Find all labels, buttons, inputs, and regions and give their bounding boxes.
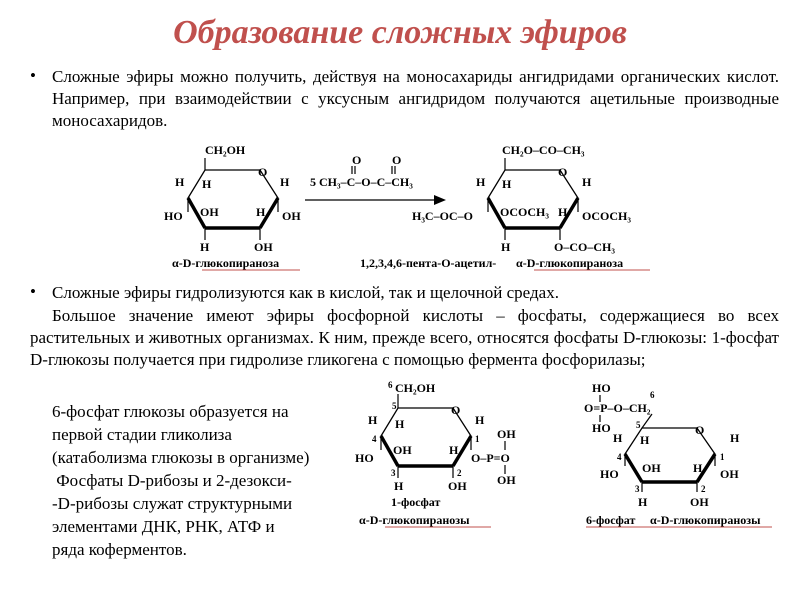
glycolysis-line: Фосфаты D-рибозы и 2-дезокси- <box>52 471 292 490</box>
glycolysis-line: (катаболизма глюкозы в организме) <box>52 448 310 467</box>
paragraph-glycolysis <box>52 400 348 561</box>
h-b: H <box>640 433 650 447</box>
paragraph-hydrolysis: Сложные эфиры гидролизуются как в кислой, так и щелочной средах. <box>52 283 559 302</box>
h-d: H <box>449 443 459 457</box>
oh-bottom: OH <box>690 495 709 509</box>
h-b: H <box>395 417 405 431</box>
glycolysis-line: первой стадии гликолиза <box>52 425 232 444</box>
caption-6-phosphate: 6-фосфат <box>586 513 636 527</box>
paragraph-acetylation: Сложные эфиры можно получить, действуя на моносахариды ангидридами органических кислот. Например, при взаимодействии с уксусным ангидридом получаются ацетильные производные моносахаридов. <box>52 67 779 130</box>
ring-o: O <box>695 423 705 437</box>
caption-1-phosphate: 1-фосфат <box>391 495 441 509</box>
left-h4: H <box>256 205 266 219</box>
phos-oh-bottom: OH <box>497 473 516 487</box>
left-oh3: OH <box>254 240 273 254</box>
glycolysis-line: ряда коферментов. <box>52 540 187 559</box>
right-top: CH₂O–CO–CH₃ <box>502 143 585 157</box>
glucose-6-phosphate-scheme <box>580 378 795 538</box>
left-ch2oh: CH₂OH <box>205 143 246 157</box>
right-h4: H <box>558 205 568 219</box>
oh-right: OH <box>720 467 739 481</box>
n2: 2 <box>701 484 706 494</box>
right-ring-o: O <box>558 165 568 179</box>
right-left-ester: H₃C–OC–O <box>412 209 473 223</box>
page-title: Образование сложных эфиров <box>173 14 627 51</box>
top-ch2oh: CH₂OH <box>395 381 436 395</box>
left-h3: H <box>280 175 290 189</box>
right-h1: H <box>476 175 486 189</box>
ho-top: HO <box>592 381 611 395</box>
h-a: H <box>368 413 378 427</box>
glycolysis-line: элементами ДНК, РНК, АТФ и <box>52 517 275 536</box>
reagent-o2: O <box>392 153 402 167</box>
reagent-formula: 5 CH₃–C–O–C–CH₃ <box>310 175 413 189</box>
left-h1: H <box>175 175 185 189</box>
h-c: H <box>730 431 740 445</box>
n5: 5 <box>636 420 641 430</box>
glycolysis-line: -D-рибозы служат структурными <box>52 494 293 513</box>
right-acetyl-ring <box>412 143 631 254</box>
oh-ring: OH <box>642 461 661 475</box>
right-h3: H <box>582 175 592 189</box>
n3: 3 <box>635 484 640 494</box>
left-h5: H <box>200 240 210 254</box>
right-bottom: O–CO–CH₃ <box>554 240 615 254</box>
h-e: H <box>394 479 404 493</box>
glycolysis-line: 6-фосфат глюкозы образуется на <box>52 402 289 421</box>
n5: 5 <box>392 401 397 411</box>
acetylation-scheme <box>150 140 670 275</box>
left-ho: HO <box>164 209 183 223</box>
n4: 4 <box>617 452 622 462</box>
n4: 4 <box>372 434 377 444</box>
left-oh1: OH <box>200 205 219 219</box>
paragraph-phosphates: Большое значение имеют эфиры фосфорной кислоты – фосфаты, содержащиеся во всех растительных и животных организмах. К ним, прежде всего, относятся фосфаты D-глюкозы: 1-фосфат D-глюкозы получается при гидролизе гликогена с помощью фермента фосфорилазы; <box>30 306 779 369</box>
right-caption-a: 1,2,3,4,6-пента-О-ацетил- <box>360 256 497 270</box>
oh-ring: OH <box>393 443 412 457</box>
bullet-1: • <box>30 66 36 85</box>
n3: 3 <box>391 468 396 478</box>
n1: 1 <box>475 434 480 444</box>
h-a: H <box>613 431 623 445</box>
ho-ring: HO <box>600 467 619 481</box>
n6: 6 <box>650 390 655 400</box>
right-h5: H <box>501 240 511 254</box>
right-ococh3-2: OCOCH₃ <box>582 209 631 223</box>
c6-number: 6 <box>388 380 393 390</box>
left-caption: α-D-глюкопираноза <box>172 256 280 270</box>
ho: HO <box>355 451 374 465</box>
n2: 2 <box>457 468 462 478</box>
caption-glucopyranose: α-D-глюкопиранозы <box>359 513 470 527</box>
caption-glucopyranose: α-D-глюкопиранозы <box>650 513 761 527</box>
ho-bottom: HO <box>592 421 611 435</box>
left-oh2: OH <box>282 209 301 223</box>
n1: 1 <box>720 452 725 462</box>
right-ococh3-1: OCOCH₃ <box>500 205 549 219</box>
left-h2: H <box>202 177 212 191</box>
glucose-1-phosphate-scheme <box>345 378 545 538</box>
phos-oh-top: OH <box>497 427 516 441</box>
right-h2: H <box>502 177 512 191</box>
ring-o: O <box>451 403 461 417</box>
right-caption-b: α-D-глюкопираноза <box>516 256 624 270</box>
h-d: H <box>693 461 703 475</box>
bullet-2: • <box>30 282 36 301</box>
h-c: H <box>475 413 485 427</box>
reaction-reagent <box>305 153 446 205</box>
h-e: H <box>638 495 648 509</box>
oh-bottom: OH <box>448 479 467 493</box>
phos-chain: O=P–O–CH₂ <box>584 401 651 415</box>
left-glucose-ring <box>164 143 301 254</box>
left-ring-o: O <box>258 165 268 179</box>
phos-group: O–P=O <box>471 451 510 465</box>
reagent-o1: O <box>352 153 362 167</box>
